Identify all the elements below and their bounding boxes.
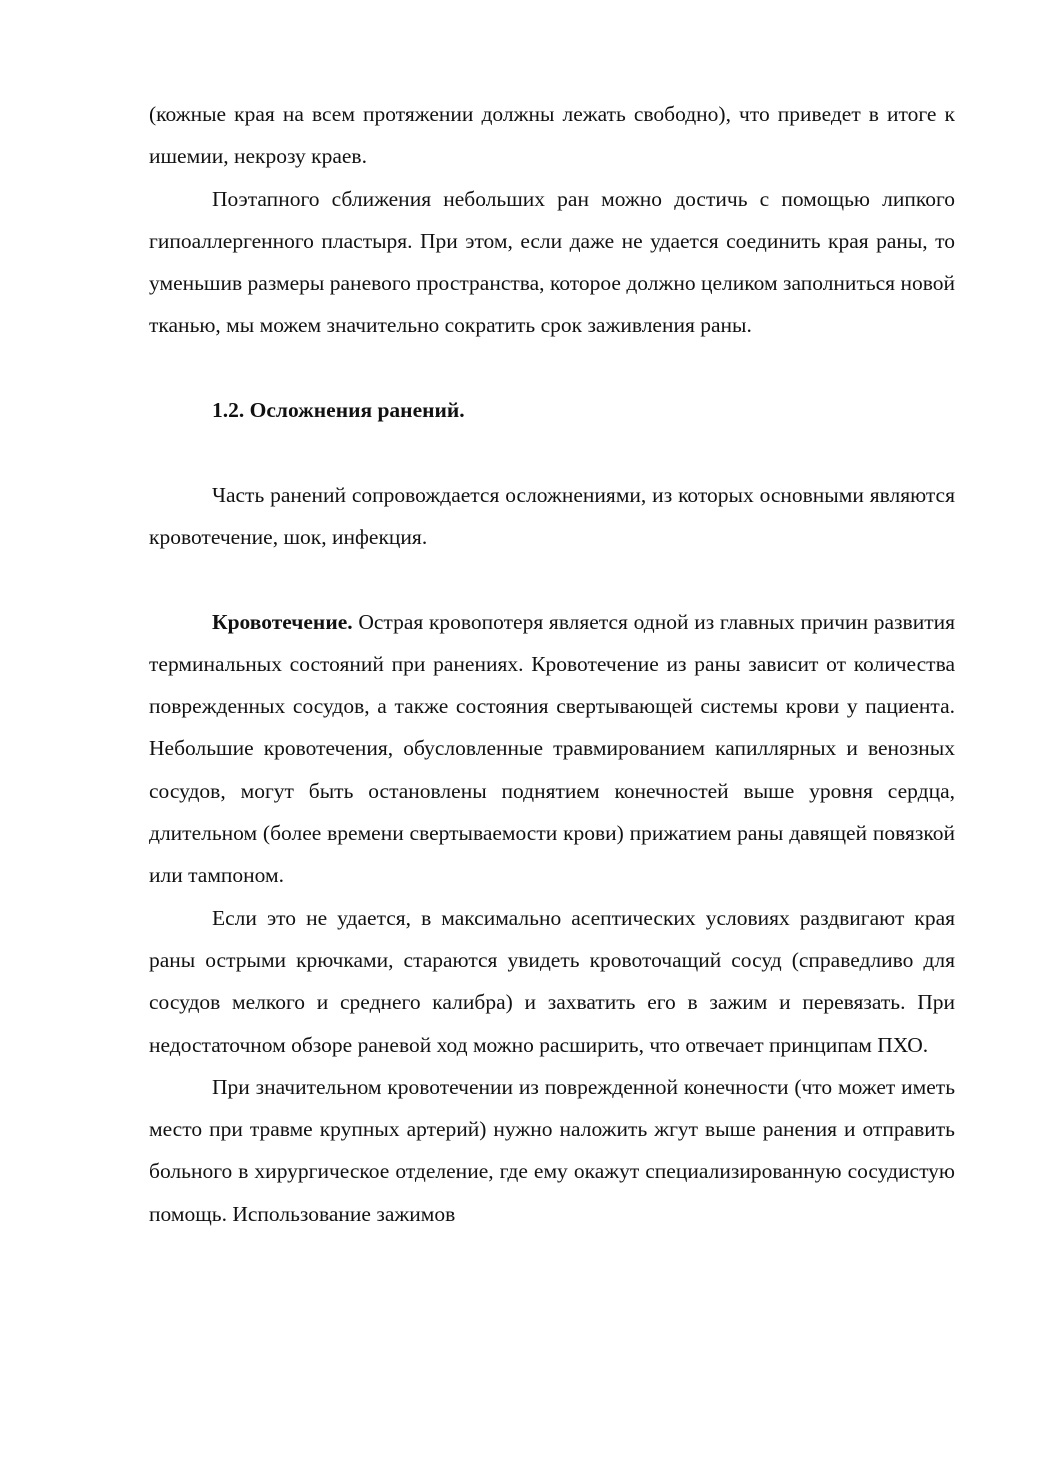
spacer	[149, 558, 955, 600]
paragraph-aseptic: Если это не удается, в максимально асептических условиях раздвигают края раны острыми крючками, стараются увидеть кровоточащий сосуд (справедливо для сосудов мелкого и среднего калибра) и захватить его в зажим и перевязать. При недостаточном обзоре раневой ход можно расширить, что отвечает принципам ПХО.	[149, 905, 955, 1057]
spacer	[149, 431, 955, 473]
document-page	[149, 93, 955, 1235]
paragraph-tourniquet: При значительном кровотечении из поврежденной конечности (что может иметь место при травме крупных артерий) нужно наложить жгут выше ранения и отправить больного в хирургическое отделение, где ему окажут специализированную сосудистую помощь. Использование зажимов	[149, 1074, 955, 1226]
bleeding-text: Острая кровопотеря является одной из главных причин развития терминальных состояний при ранениях. Кровотечение из раны зависит от количества поврежденных сосудов, а также состояния свертывающей системы крови у пациента. Небольшие кровотечения, обусловленные травмированием капиллярных и венозных сосудов, могут быть остановлены поднятием конечностей выше уровня сердца, длительном (более времени свертываемости крови) прижатием раны давящей повязкой или тампоном.	[149, 609, 955, 888]
spacer	[149, 347, 955, 389]
section-heading: 1.2. Осложнения ранений.	[212, 398, 465, 423]
paragraph-bleeding	[149, 601, 955, 897]
paragraph-continuation: (кожные края на всем протяжении должны лежать свободно), что приведет в итоге к ишемии, некрозу краев.	[149, 102, 955, 169]
paragraph-complications: Часть ранений сопровождается осложнениями, из которых основными являются кровотечение, шок, инфекция.	[149, 482, 955, 549]
paragraph-plaster: Поэтапного сближения небольших ран можно достичь с помощью липкого гипоаллергенного пластыря. При этом, если даже не удается соединить края раны, то уменьшив размеры раневого пространства, которое должно целиком заполниться новой тканью, мы можем значительно сократить срок заживления раны.	[149, 186, 955, 338]
bleeding-term: Кровотечение.	[212, 609, 353, 634]
